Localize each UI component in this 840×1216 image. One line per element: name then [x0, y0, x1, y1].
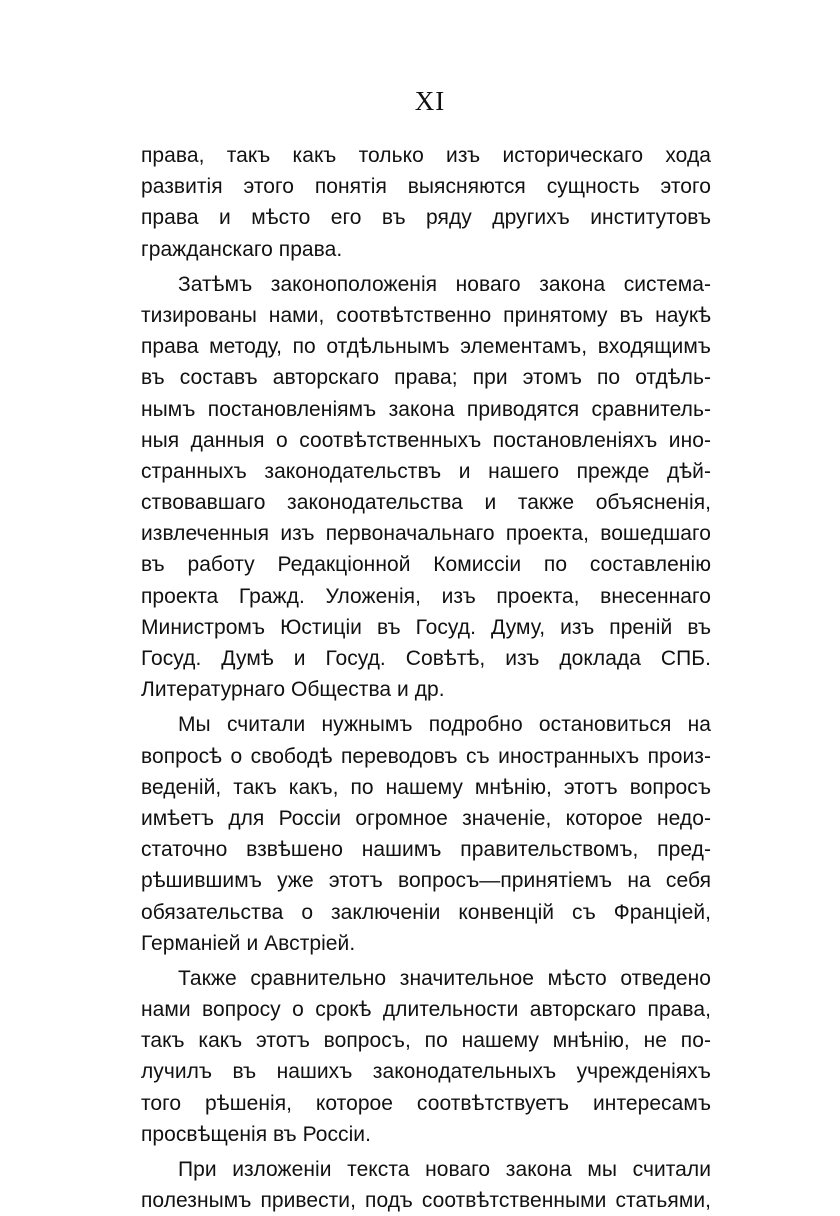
text-line: Мы считали нужнымъ подробно остановиться на — [178, 713, 711, 737]
text-line: права методу, по отдѣльнымъ элементамъ, входящимъ — [141, 335, 711, 359]
text-line: права, такъ какъ только изъ историческаго хода — [141, 144, 711, 167]
text-line: лучилъ въ нашихъ законодательныхъ учрежденіяхъ — [141, 1060, 711, 1084]
text-line: обязательства о заключеніи конвенцій съ Франціей, — [141, 900, 711, 924]
text-line: проекта Гражд. Уложенія, изъ проекта, внесеннаго — [141, 584, 711, 608]
text-line: развитія этого понятія выясняются сущность этого — [141, 175, 711, 199]
text-line: того рѣшенія, которое соотвѣтствуетъ интересамъ — [141, 1091, 711, 1115]
text-line: нами вопросу о срокѣ длительности авторскаго права, — [141, 998, 711, 1022]
text-line: тизированы нами, соотвѣтственно принятому въ наукѣ — [141, 303, 711, 327]
paragraph-5 — [141, 1154, 711, 1216]
text-line: извлеченныя изъ первоначальнаго проекта, вошедшаго — [141, 522, 711, 546]
text-line: ныя данныя о соотвѣтственныхъ постановленіяхъ ино- — [141, 428, 711, 452]
text-line: Госуд. Думѣ и Госуд. Совѣтѣ, изъ доклада СПБ. — [141, 647, 711, 670]
text-line: Также сравнительно значительное мѣсто отведено — [178, 966, 711, 990]
text-line: въ составъ авторскаго права; при этомъ по отдѣль- — [141, 366, 711, 390]
text-line: просвѣщенія въ Россіи. — [141, 1122, 371, 1146]
text-line: При изложеніи текста новаго закона мы считали — [178, 1158, 711, 1181]
text-line: веденій, такъ какъ, по нашему мнѣнію, этотъ вопросъ — [141, 775, 711, 799]
text-line: имѣетъ для Россіи огромное значеніе, которое недо- — [141, 806, 711, 830]
text-line: нымъ постановленіямъ закона приводятся сравнитель- — [141, 397, 711, 421]
paragraph-4 — [141, 963, 711, 1150]
paragraph-3 — [141, 709, 711, 959]
text-line: полезнымъ привести, подъ соотвѣтственными статьями, — [141, 1189, 711, 1213]
text-line: Министромъ Юстиціи въ Госуд. Думу, изъ преній въ — [141, 615, 711, 639]
text-line: Германіей и Австріей. — [141, 931, 356, 955]
text-line: странныхъ законодательствъ и нашего прежде дѣй- — [141, 459, 711, 483]
paragraph-1 — [141, 140, 711, 265]
body-text — [141, 140, 711, 1216]
text-line: права и мѣсто его въ ряду другихъ институтовъ — [141, 206, 711, 230]
paragraph-2 — [141, 269, 711, 706]
text-line: такъ какъ этотъ вопросъ, по нашему мнѣнію, не по- — [141, 1029, 711, 1053]
text-line: Литературнаго Общества и др. — [141, 678, 445, 702]
text-line: вопросѣ о свободѣ переводовъ съ иностранныхъ произ- — [141, 744, 711, 768]
page-number: XI — [414, 86, 446, 116]
text-line: гражданскаго права. — [141, 237, 343, 261]
text-line: рѣшившимъ уже этотъ вопросъ—принятіемъ на себя — [141, 869, 711, 893]
text-line: въ работу Редакціонной Комиссіи по составленію — [141, 553, 711, 577]
text-line: Затѣмъ законоположенія новаго закона система- — [178, 272, 711, 296]
text-line: статочно взвѣшено нашимъ правительствомъ, пред- — [141, 838, 711, 862]
text-line: ствовавшаго законодательства и также объясненія, — [141, 491, 711, 515]
